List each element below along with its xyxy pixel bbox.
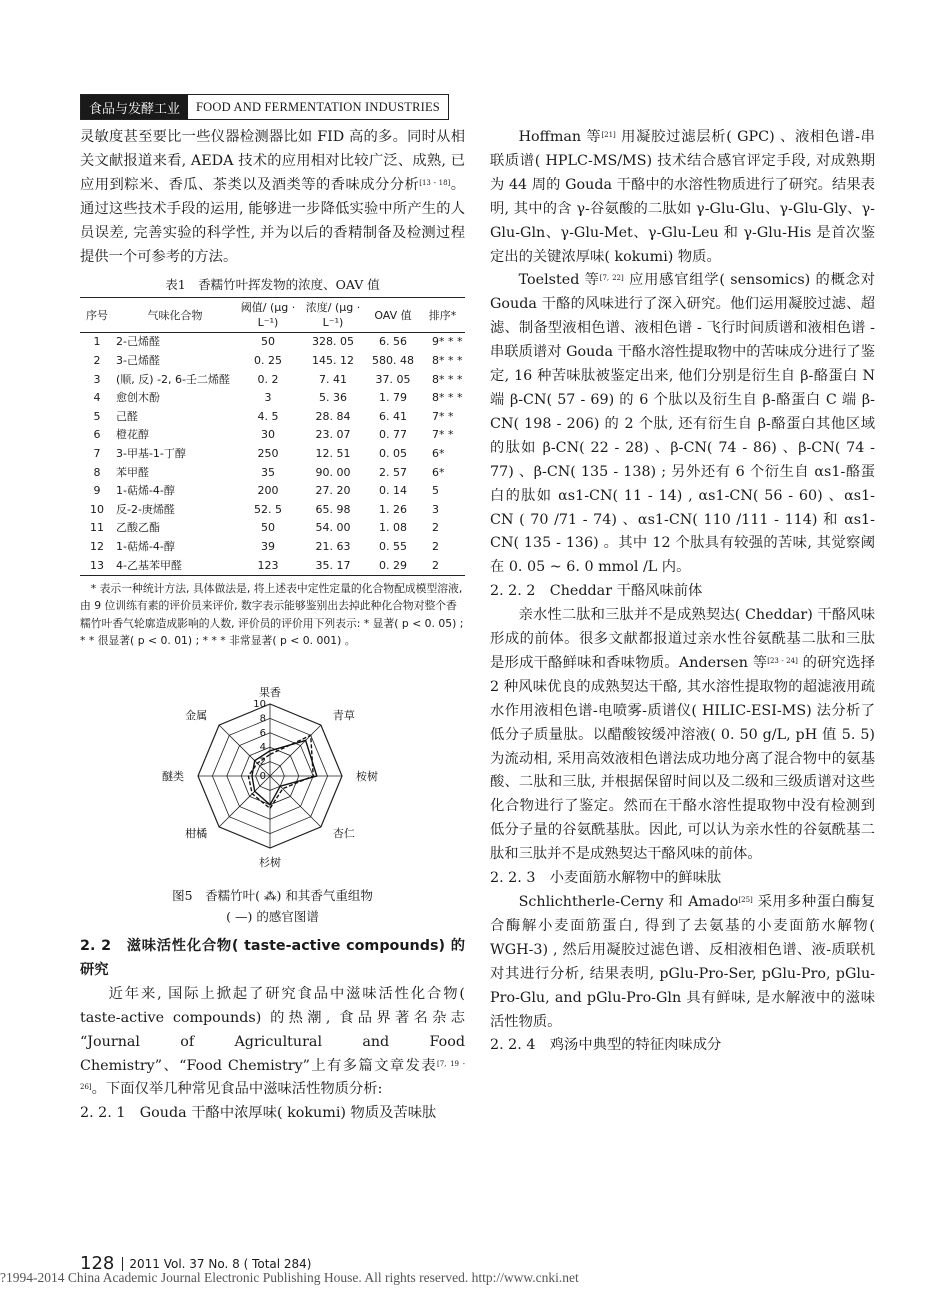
right-paragraph-4: Schlichtherle-Cerny 和 Amado[25] 采用多种蛋白酶复合酶解小麦面筋蛋白, 得到了去氨基的小麦面筋水解物( WGH-3) , 然后用凝胶过滤色谱、反相液相色谱、液-质联机对其进行分析, 结果表明, pGlu-Pro-Ser, pGlu-Pro, pGlu-Pro-Glu, and pGlu-Pro-Gln 具有鲜味, 是水解液中的滋味活性物质。 xyxy=(490,894,875,1030)
cell-concentration: 7. 41 xyxy=(319,372,347,386)
figure-caption-line-1: 图5 香糯竹叶( ⁂) 和其香气重组物 xyxy=(172,887,373,903)
cell-rank: 8* * * xyxy=(432,372,463,386)
cell-oav: 0. 29 xyxy=(366,557,420,576)
cell-oav: 0. 77 xyxy=(379,428,407,442)
right-paragraph-3: 亲水性二肽和三肽并不是成熟契达( Cheddar) 干酪风味形成的前体。很多文献都报道过亲水性谷氨酰基二肽和三肽是形成干酪鲜味和香味物质。Andersen 等[23 - 24] 的研究选择 2 种风味优良的成熟契达干酪, 其水溶性提取物的超滤液用疏水作用液相色谱-电喷雾-质谱仪( HILIC-ESI-MS) 法分析了低分子质量肽。以醋酸铵缓冲溶液( 0. 50 g/L, pH 值 5. 5) 为流动相, 采用高效液相色谱法成功地分离了混合物中的氨基酸、二肽和三肽, 并根据保留时间以及二级和三级质谱对这些化合物进行了鉴定。然而在干酪水溶性提取物中没有检测到低分子量的谷氨酰基肽。因此, 可以认为亲水性的谷氨酰基二肽和三肽并不是成熟契达干酪风味的前体。 xyxy=(490,607,876,863)
radar-tick-label: 6 xyxy=(259,727,266,739)
cell-compound: 己醛 xyxy=(116,409,138,423)
citation[interactable]: [21] xyxy=(601,131,616,139)
cell-no: 7 xyxy=(93,447,101,460)
radar-tick-label: 8 xyxy=(259,713,266,725)
table-caption: 表1 香糯竹叶挥发物的浓度、OAV 值 xyxy=(165,277,380,293)
cell-no: 8 xyxy=(93,465,101,479)
table-row xyxy=(80,464,465,483)
cell-concentration: 12. 51 xyxy=(315,447,351,460)
citation[interactable]: [7, 19 - 26] xyxy=(80,1059,466,1092)
cell-threshold: 4. 5 xyxy=(257,409,279,423)
cell-threshold: 52. 5 xyxy=(254,502,282,516)
cell-threshold: 0. 2 xyxy=(257,372,279,386)
table-row xyxy=(80,389,465,408)
cell-oav: 0. 55 xyxy=(379,539,407,553)
cell-rank: 2 xyxy=(432,521,439,535)
cell-threshold: 3 xyxy=(264,391,272,405)
cell-compound: 1-萜烯-4-醇 xyxy=(116,484,175,498)
cell-rank: 6* xyxy=(432,447,445,460)
cell-concentration: 65. 98 xyxy=(315,502,351,516)
cell-rank: 6* xyxy=(432,465,445,479)
cell-compound: 苯甲醛 xyxy=(116,465,149,479)
volume-info: 2011 Vol. 37 No. 8 ( Total 284) xyxy=(122,1257,311,1271)
cell-no: 12 xyxy=(90,539,104,553)
cell-threshold: 0. 25 xyxy=(254,354,282,368)
cell-oav: 1. 08 xyxy=(379,521,407,535)
journal-header xyxy=(80,94,449,120)
cell-compound: 反-2-庚烯醛 xyxy=(116,502,175,516)
cell-oav: 1. 26 xyxy=(379,502,407,516)
table-row xyxy=(80,501,465,520)
radar-tick-label: 0 xyxy=(259,770,266,782)
cell-no: 9 xyxy=(93,484,101,498)
th-rank: 排序* xyxy=(420,298,465,333)
cell-oav: 0. 14 xyxy=(379,484,407,498)
table-row xyxy=(80,538,465,557)
cell-threshold: 50 xyxy=(261,335,275,349)
cell-threshold: 50 xyxy=(261,521,275,535)
cell-oav: 0. 05 xyxy=(379,447,407,460)
radar-axis-label: 柑橘 xyxy=(185,826,208,840)
table-row xyxy=(80,557,465,576)
radar-axis-label: 杉树 xyxy=(259,855,281,869)
cell-threshold: 123 xyxy=(236,557,300,576)
cell-compound: 2-己烯醛 xyxy=(116,335,160,349)
cell-no: 11 xyxy=(90,521,104,535)
th-compound: 气味化合物 xyxy=(114,298,236,333)
cell-concentration: 328. 05 xyxy=(312,335,354,349)
cell-rank: 2 xyxy=(432,539,439,553)
table-row xyxy=(80,408,465,427)
radar-axis-label: 金属 xyxy=(185,709,208,723)
journal-name-en: FOOD AND FERMENTATION INDUSTRIES xyxy=(196,99,440,114)
cell-oav: 1. 79 xyxy=(379,391,407,405)
left-paragraph-1: 灵敏度甚至要比一些仪器检测器比如 FID 高的多。同时从相关文献报道来看, AEDA 技术的应用相对比较广泛、成熟, 已应用到粽米、香瓜、茶类以及酒类等的香味成分分析[13 - 18]。通过这些技术手段的运用, 能够进一步降低实验中所产生的人员误差, 完善实验的科学性, 并为以后的香精制备及检测过程提供一个可参考的方法。 xyxy=(80,129,465,265)
section-heading-2-2: 2. 2 滋味活性化合物( taste-active compounds) 的研究 xyxy=(80,937,465,978)
th-threshold: 阈值/ (μg · L⁻¹) xyxy=(236,298,300,333)
cell-rank: 8* * * xyxy=(432,354,463,368)
cell-threshold: 30 xyxy=(261,428,275,442)
cell-rank: 3 xyxy=(432,502,439,516)
radar-tick-label: 2 xyxy=(259,756,266,768)
cell-oav: 37. 05 xyxy=(375,372,411,386)
cell-concentration: 90. 00 xyxy=(315,465,351,479)
cell-concentration: 23. 07 xyxy=(315,428,351,442)
cell-concentration: 21. 63 xyxy=(315,539,351,553)
cell-threshold: 39 xyxy=(261,539,275,553)
figure-caption-line-2: ( —) 的感官图谱 xyxy=(226,908,319,924)
cell-concentration: 54. 00 xyxy=(315,521,351,535)
radar-axis-label: 杏仁 xyxy=(332,826,355,840)
left-paragraph-2: 近年来, 国际上掀起了研究食品中滋味活性化合物( taste-active compounds) 的热潮, 食品界著名杂志 “Journal of Agricultural and Food Chemistry”、“Food Chemistry”上有多篇文章发表[7, 19 - 26]。下面仅举几种常见食品中滋味活性物质分析: xyxy=(80,985,466,1098)
radar-tick-label: 10 xyxy=(253,698,266,710)
cell-oav: 580. 48 xyxy=(372,354,414,368)
th-concentration: 浓度/ (μg · L⁻¹) xyxy=(300,298,366,333)
radar-figure xyxy=(80,677,465,875)
cell-no: 6 xyxy=(93,428,101,442)
cell-compound: 橙花醇 xyxy=(116,428,149,442)
section-heading-2-2-3: 2. 2. 3 小麦面筋水解物中的鲜味肽 xyxy=(490,870,722,887)
radar-series-sample xyxy=(248,735,313,808)
radar-axis-label: 桉树 xyxy=(356,769,378,783)
radar-axis-label: 果香 xyxy=(259,685,281,699)
table-row xyxy=(80,333,465,352)
right-paragraph-1: Hoffman 等[21] 用凝胶过滤层析( GPC) 、液相色谱-串联质谱( HPLC-MS/MS) 技术结合感官评定手段, 对成熟期为 44 周的 Gouda 干酪中的水溶性物质进行了研究。结果表明, 其中的含 γ-谷氨酸的二肽如 γ-Glu-Glu、γ-Glu-Gly、γ-Glu-Gln、γ-Glu-Met、γ-Glu-Leu 和 γ-Glu-His 是首次鉴定出的关键浓厚味( kokumi) 物质。 xyxy=(490,129,875,265)
citation[interactable]: [13 - 18] xyxy=(419,178,451,187)
cell-threshold: 35 xyxy=(261,465,275,479)
cell-compound: 愈创木酚 xyxy=(116,391,160,405)
th-oav: OAV 值 xyxy=(366,298,420,333)
table-row xyxy=(80,519,465,538)
copyright-line: ?1994-2014 China Academic Journal Electronic Publishing House. All rights reserved. http://www.cnki.net xyxy=(0,1270,579,1285)
cell-concentration: 145. 12 xyxy=(312,354,354,368)
table-row xyxy=(80,482,465,501)
compound-table xyxy=(80,297,465,576)
table-row xyxy=(80,426,465,445)
cell-no: 3 xyxy=(93,372,101,386)
cell-concentration: 27. 20 xyxy=(315,484,351,498)
citation[interactable]: [7, 22] xyxy=(599,274,624,283)
cell-rank: 5 xyxy=(432,484,439,498)
radar-tick-label: 4 xyxy=(259,742,266,754)
th-no: 序号 xyxy=(80,298,114,333)
left-column xyxy=(80,126,465,1126)
cell-no: 2 xyxy=(93,354,101,368)
cell-rank: 7* * xyxy=(432,428,454,442)
cell-threshold: 200 xyxy=(257,484,279,498)
cell-concentration: 5. 36 xyxy=(319,391,347,405)
citation[interactable]: [25] xyxy=(738,896,753,904)
cell-oav: 2. 57 xyxy=(379,465,407,479)
cell-rank: 2 xyxy=(420,557,465,576)
table-row xyxy=(80,352,465,371)
cell-compound: (顺, 反) -2, 6-壬二烯醛 xyxy=(116,372,231,386)
cell-oav: 6. 56 xyxy=(379,335,407,349)
cell-oav: 6. 41 xyxy=(379,409,407,423)
cell-concentration: 35. 17 xyxy=(300,557,366,576)
cell-compound: 4-乙基苯甲醛 xyxy=(114,557,236,576)
cell-no: 4 xyxy=(93,391,101,405)
radar-axis-label: 青草 xyxy=(332,709,355,723)
page-number: 128 xyxy=(80,1253,115,1274)
cell-rank: 8* * * xyxy=(432,391,463,405)
cell-threshold: 250 xyxy=(257,447,279,460)
cell-compound: 乙酸乙酯 xyxy=(116,521,160,535)
section-heading-2-2-1: 2. 2. 1 Gouda 干酪中浓厚味( kokumi) 物质及苦味肽 xyxy=(80,1105,437,1122)
radar-axis-label: 醚类 xyxy=(162,769,184,783)
cell-rank: 7* * xyxy=(432,409,454,423)
cell-compound: 3-甲基-1-丁醇 xyxy=(116,447,186,460)
table-note: * 表示一种统计方法, 具体做法是, 将上述表中定性定量的化合物配成模型溶液, 由 9 位训练有素的评价员来评价, 数字表示能够鉴别出去掉此种化合物对整个香糯竹叶香气轮廓造成影响的人数, 评价员的评价用下列表示: * 显著( p < 0. 05) ; * * 很显著( p < 0. 01) ; * * * 非常显著( p < 0. 001) 。 xyxy=(80,582,464,647)
cell-no: 13 xyxy=(80,557,114,576)
journal-name-cn: 食品与发酵工业 xyxy=(81,95,188,119)
citation[interactable]: [23 - 24] xyxy=(767,656,798,665)
section-heading-2-2-4: 2. 2. 4 鸡汤中典型的特征肉味成分 xyxy=(490,1037,722,1054)
cell-compound: 1-萜烯-4-醇 xyxy=(116,539,175,553)
right-column xyxy=(490,126,875,1058)
cell-no: 10 xyxy=(90,502,104,516)
cell-compound: 3-己烯醛 xyxy=(116,354,160,368)
cell-rank: 9* * * xyxy=(432,335,463,349)
cell-no: 5 xyxy=(93,409,101,423)
cell-concentration: 28. 84 xyxy=(315,409,351,423)
figure-caption xyxy=(80,885,465,927)
radar-chart xyxy=(80,677,465,875)
table-row xyxy=(80,371,465,390)
cell-no: 1 xyxy=(93,335,101,349)
section-heading-2-2-2: 2. 2. 2 Cheddar 干酪风味前体 xyxy=(490,583,703,600)
right-paragraph-2: Toelsted 等[7, 22] 应用感官组学( sensomics) 的概念对 Gouda 干酪的风味进行了深入研究。他们运用凝胶过滤、超滤、制备型液相色谱、液相色谱 - 飞行时间质谱和液相色谱 - 串联质谱对 Gouda 干酪水溶性提取物中的苦味成分进行了鉴定, 16 种苦味肽被鉴定出来, 他们分别是衍生自 β-酪蛋白 N 端 β-CN( 57 - 69) 的 6 个肽以及衍生自 β-酪蛋白 C 端 β-CN( 198 - 206) 的 2 个肽, 还有衍生自 β-酪蛋白其他区域的肽如 β-CN( 22 - 28) 、β-CN( 74 - 86) 、β-CN( 74 - 77) 、β-CN( 135 - 138) ; 另外还有 6 个衍生自 αs1-酪蛋白的肽如 αs1-CN( 11 - 14) , αs1-CN( 56 - 60) 、αs1-CN ( 70 /71 - 74) 、αs1-CN( 110 /111 - 114) 和 αs1-CN( 135 - 136) 。其中 12 个肽具有较强的苦味, 其觉察阈在 0. 05 ~ 6. 0 mmol /L 内。 xyxy=(490,272,875,576)
table-row xyxy=(80,445,465,464)
